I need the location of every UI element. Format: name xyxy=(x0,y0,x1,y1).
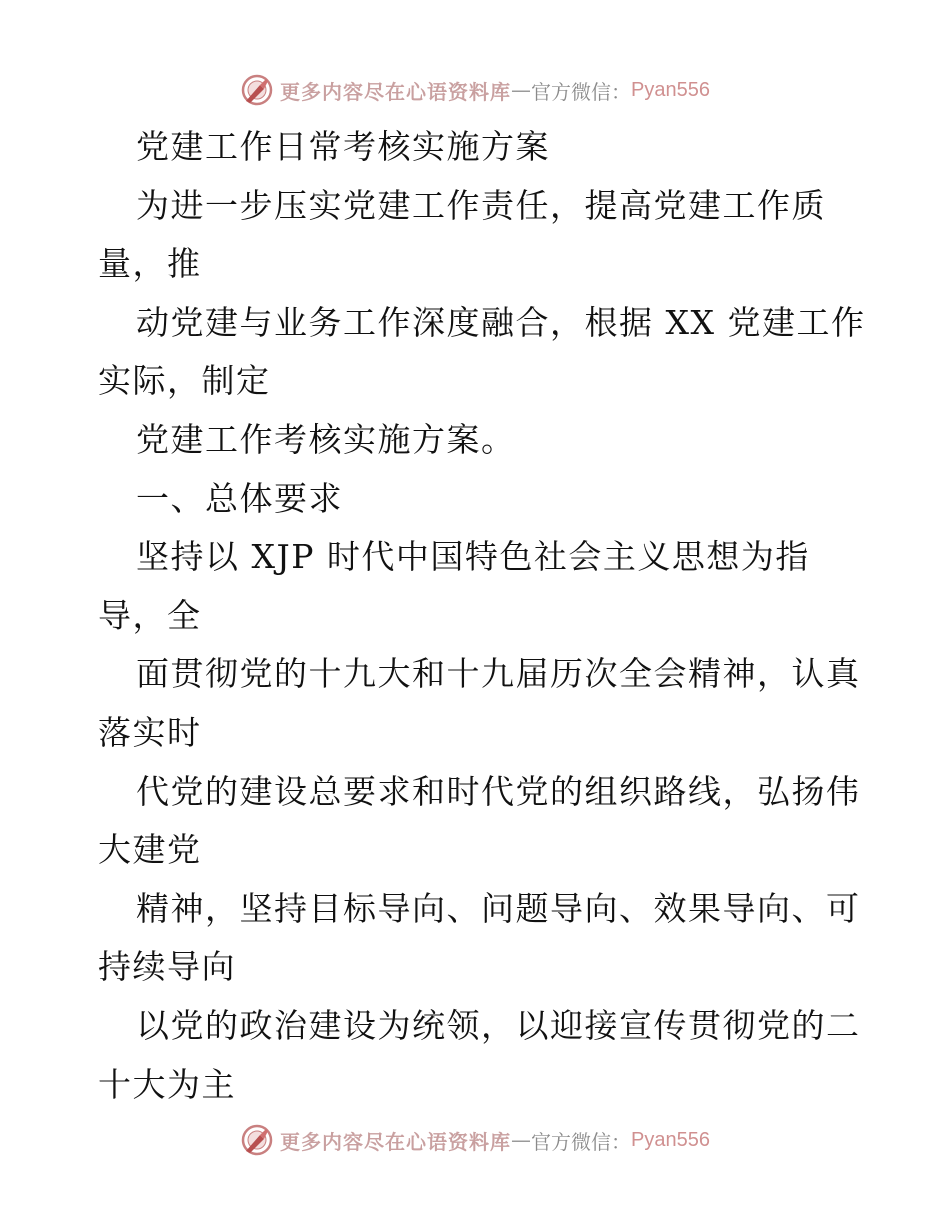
header-banner xyxy=(0,70,950,110)
section-heading: 一、总体要求 xyxy=(136,478,343,518)
paragraph-line: 实际，制定 xyxy=(98,361,271,401)
header-banner-dash: — xyxy=(511,78,532,102)
pen-logo-icon xyxy=(240,1123,274,1157)
footer-banner xyxy=(0,1120,950,1160)
header-banner-wechat-id: Pyan556 xyxy=(631,78,710,101)
paragraph-line: 持续导向 xyxy=(98,947,236,987)
document-title: 党建工作日常考核实施方案 xyxy=(136,127,550,166)
paragraph-line: 以党的政治建设为统领，以迎接宣传贯彻党的二 xyxy=(136,1005,861,1045)
paragraph-line: 面贯彻党的十九大和十九届历次全会精神，认真 xyxy=(136,654,861,694)
paragraph-line: 大建党 xyxy=(98,830,202,870)
paragraph-line: 坚持以 XJP 时代中国特色社会主义思想为指 xyxy=(136,537,810,577)
footer-banner-text: 更多内容尽在心语资料库 xyxy=(280,1129,512,1154)
paragraph-line: 为进一步压实党建工作责任，提高党建工作质 xyxy=(136,185,826,225)
paragraph-line: 落实时 xyxy=(98,712,202,752)
header-banner-wechat-label: 官方微信： xyxy=(531,79,632,104)
paragraph-line: 代党的建设总要求和时代党的组织路线，弘扬伟 xyxy=(136,771,861,811)
paragraph-line: 十大为主 xyxy=(98,1064,236,1104)
paragraph-line: 精神，坚持目标导向、问题导向、效果导向、可 xyxy=(136,888,861,928)
footer-banner-wechat-label: 官方微信： xyxy=(531,1129,632,1154)
paragraph-line: 量，推 xyxy=(98,244,202,284)
paragraph-line: 动党建与业务工作深度融合，根据 XX 党建工作 xyxy=(136,302,866,342)
footer-banner-wechat-id: Pyan556 xyxy=(631,1128,710,1151)
footer-banner-dash: — xyxy=(511,1128,532,1152)
document-body xyxy=(98,118,866,1114)
paragraph-line: 党建工作考核实施方案。 xyxy=(136,419,516,459)
paragraph-line: 导，全 xyxy=(98,595,202,635)
pen-logo-icon xyxy=(240,73,274,107)
header-banner-text: 更多内容尽在心语资料库 xyxy=(280,79,512,104)
